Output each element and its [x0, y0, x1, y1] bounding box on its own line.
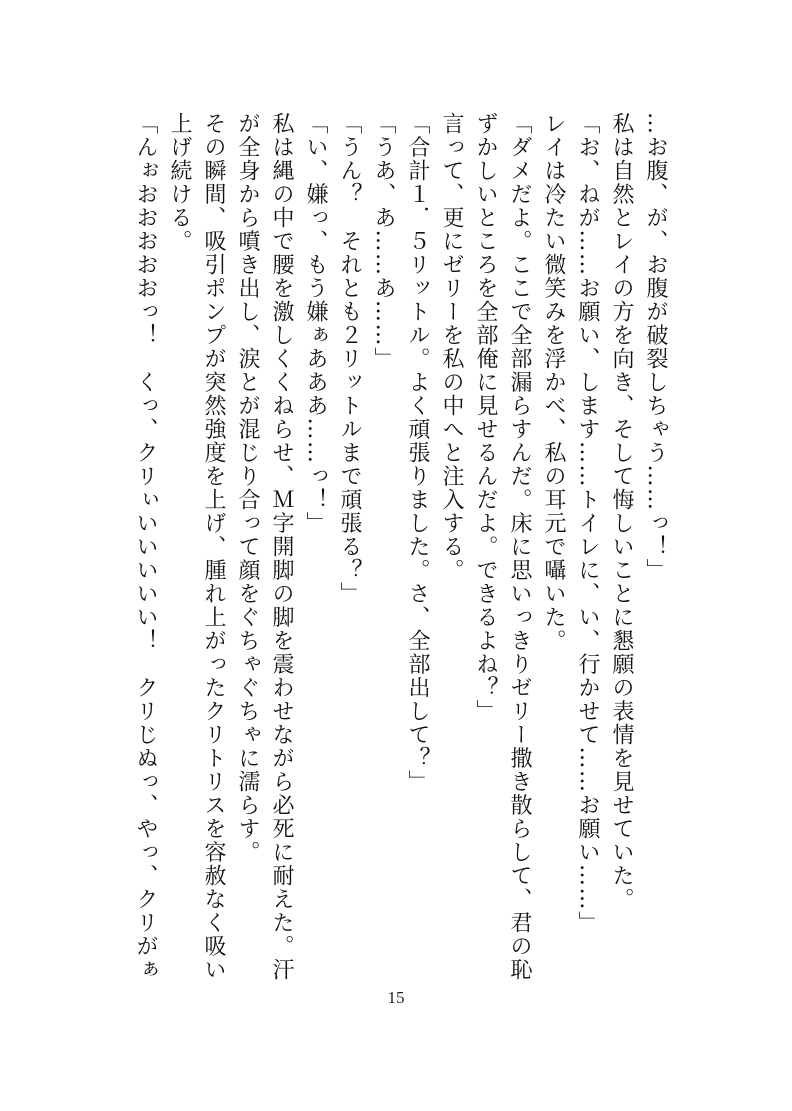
- text-line: 「ダメだよ。ここで全部漏らすんだ。床に思いっきりゼリー撒き散らして、君の恥ずかしいところを全部俺に見せるんだよ。できるよね？」: [473, 112, 532, 982]
- text-line: 私は縄の中で腰を激しくくねらせ、Ｍ字開脚の脚を震わせながら必死に耐えた。汗が全身から噴き出し、涙とが混じり合って顔をぐちゃぐちゃに濡らす。: [235, 112, 294, 982]
- text-line: 「お、ねが……お願い、します……トイレに、い、行かせて……お願い……」: [575, 112, 600, 935]
- page-number: 15: [387, 988, 405, 1007]
- text-line: その瞬間、吸引ポンプが突然強度を上げ、腫れ上がったクリトリスを容赦なく吸い上げ続ける。: [167, 112, 226, 982]
- text-line: レイは冷たい微笑みを浮かべ、私の耳元で囁いた。: [541, 112, 566, 653]
- text-line: 「合計１．５リットル。よく頑張りました。さ、全部出して？」: [405, 112, 430, 794]
- text-line: 言って、更にゼリーを私の中へと注入する。: [439, 112, 464, 582]
- text-line: 「い、嫌っ、もう嫌ぁあああ……っ！」: [303, 112, 328, 535]
- text-line: 「うん？ それとも２リットルまで頑張る？」: [337, 112, 362, 606]
- text-line: 「んぉおおおおおっ！ くっ、クリぃいいいいい！ クリじぬっ、やっ、クリがぁ: [133, 112, 158, 982]
- text-line: 「うあ、あ……あ……」: [371, 112, 396, 371]
- text-line: …お腹、が、お腹が破裂しちゃう……っ！」: [643, 112, 668, 582]
- body-text: [128, 112, 672, 992]
- text-line: 私は自然とレイの方を向き、そして悔しいことに懇願の表情を見せていた。: [609, 112, 634, 911]
